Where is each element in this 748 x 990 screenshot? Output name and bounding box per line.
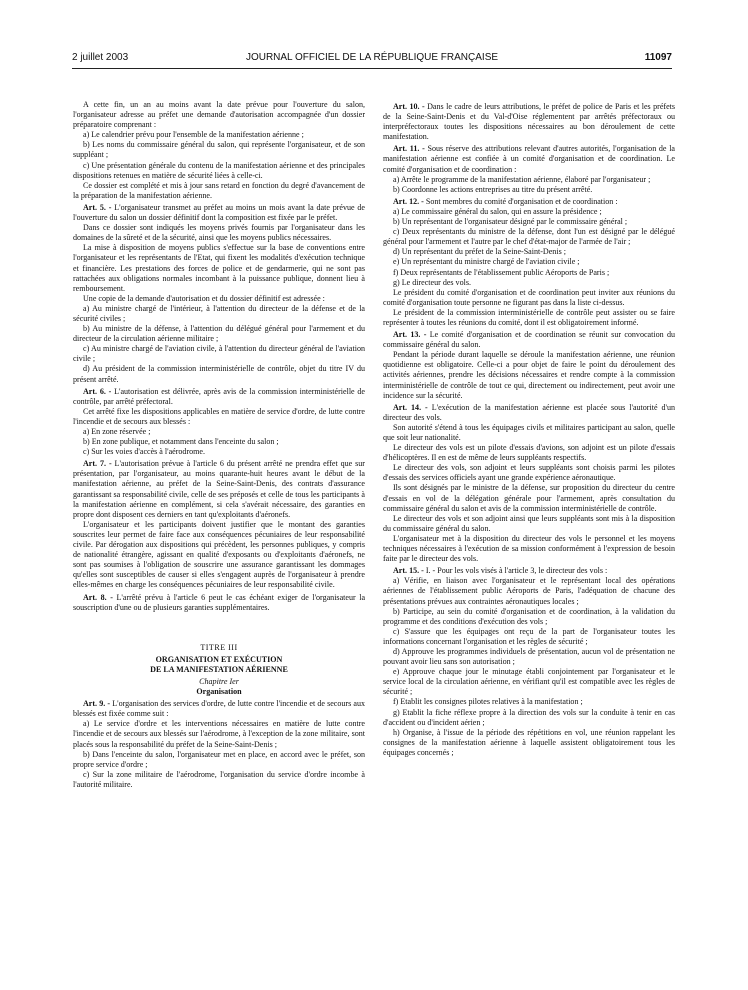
- page-number: 11097: [644, 52, 672, 63]
- paragraph: [383, 627, 675, 647]
- paragraph-text: Ce dossier est complété et mis à jour sans retard en fonction du degré d'avancement de la préparation de la manifestation aérienne.: [73, 180, 365, 200]
- paragraph: [383, 534, 675, 564]
- paragraph: [383, 207, 675, 217]
- paragraph-text: Dans le cadre de leurs attributions, le préfet de police de Paris et les préfets de la Seine-Saint-Denis et du Val-d'Oise réglementent par arrêtés préfectoraux ou interpréfectoraux toutes les dispositions nécessaires au bon déroulement de cette manifestation.: [383, 102, 676, 142]
- paragraph-text: c) Sur la zone militaire de l'aérodrome, l'organisation du service d'ordre incombe à l'autorité militaire.: [73, 769, 365, 789]
- article-number: Art. 9. -: [83, 699, 111, 709]
- paragraph-text: a) Vérifie, en liaison avec l'organisateur et le représentant local des opérations aériennes de l'établissement public Aéroports de Paris, l'adéquation de chacune des présentations prévues aux contraintes aéronautiques locales ;: [383, 576, 675, 606]
- paragraph-text: a) Le service d'ordre et les interventions nécessaires en matière de lutte contre l'incendie et de secours aux blessés sur l'aérodrome, à l'exception de la zone militaire, sont placés sous la responsabilité du préfet de la Seine-Saint-Denis ;: [73, 719, 365, 749]
- article-number: Art. 10. -: [393, 102, 425, 111]
- paragraph: [73, 243, 365, 293]
- article-number: Art. 14. -: [393, 402, 428, 412]
- paragraph-text: e) Un représentant du ministre chargé de l'aviation civile ;: [393, 257, 580, 267]
- article-number: Art. 13. -: [393, 330, 427, 340]
- paragraph: [73, 520, 365, 591]
- paragraph: [73, 294, 365, 304]
- paragraph: [383, 268, 675, 278]
- paragraph-text: c) S'assure que les équipages ont reçu de la part de l'organisateur toutes les informations concernant l'organisation et les règles de sécurité ;: [383, 626, 675, 646]
- paragraph-text: L'autorisation est délivrée, après avis de la commission interministérielle de contrôle, par arrêté préfectoral.: [73, 386, 365, 406]
- paragraph: [73, 130, 365, 140]
- paragraph-text: Le directeur des vols est un pilote d'essais d'avions, son adjoint est un pilote d'essais d'hélicoptères. Il en est de même de leurs suppléants respectifs.: [383, 443, 675, 463]
- paragraph: [383, 350, 675, 400]
- paragraph: [383, 423, 675, 443]
- article-paragraph: [73, 387, 365, 407]
- paragraph-text: Cet arrêté fixe les dispositions applicables en matière de service d'ordre, de lutte contre l'incendie et de secours aux blessés :: [73, 406, 365, 426]
- paragraph: [73, 181, 365, 201]
- paragraph: [73, 750, 365, 770]
- header-rule: [72, 68, 672, 69]
- paragraph: [383, 667, 675, 697]
- paragraph-text: Dans ce dossier sont indiqués les moyens privés fournis par l'organisateur dans les domaines de la sûreté et de la sécurité, ainsi que les moyens publics nécessaires.: [73, 223, 365, 243]
- paragraph-text: Sont membres du comité d'organisation et de coordination :: [425, 196, 618, 206]
- titre-heading-line-1: ORGANISATION ET EXÉCUTION: [155, 654, 283, 664]
- paragraph-text: f) Etablit les consignes pilotes relatives à la manifestation ;: [393, 697, 583, 707]
- titre-heading-line-2: DE LA MANIFESTATION AÉRIENNE: [150, 664, 288, 674]
- paragraph-text: e) Approuve chaque jour le minutage établi conjointement par l'organisateur et le service local de la circulation aérienne, en vérifiant qu'il est compatible avec les règles de sécurité ;: [383, 667, 675, 697]
- paragraph-text: L'exécution de la manifestation aérienne est placée sous l'autorité d'un directeur des vols.: [383, 402, 675, 422]
- paragraph: [383, 185, 675, 195]
- page-header: [72, 52, 672, 68]
- article-number: Art. 12. -: [393, 196, 424, 206]
- paragraph-text: g) Etablit la fiche réflexe propre à la direction des vols sur la conduite à tenir en cas d'accident ou d'incident aérien ;: [383, 707, 675, 727]
- paragraph: [383, 227, 675, 247]
- article-number: Art. 11. -: [393, 144, 425, 154]
- issue-date: 2 juillet 2003: [72, 52, 129, 63]
- paragraph: [383, 708, 675, 728]
- article-number: Art. 8. -: [83, 592, 113, 602]
- paragraph: [383, 647, 675, 667]
- article-paragraph: [383, 330, 675, 350]
- article-number: Art. 15. -: [393, 566, 424, 576]
- right-column: [383, 100, 675, 758]
- paragraph: [383, 607, 675, 627]
- paragraph-text: b) En zone publique, et notamment dans l'enceinte du salon ;: [83, 437, 279, 447]
- paragraph-text: Pendant la période durant laquelle se déroule la manifestation aérienne, une réunion quotidienne est obligatoire. Celle-ci a pour objet de faire le point du déroulement des activités aériennes, prendre les décisions nécessaires et rendre compte à la commission interministérielle de contrôle de tout ce qui, directement ou indirectement, peut avoir une incidence sur la sécurité.: [383, 350, 675, 400]
- paragraph-text: a) Le calendrier prévu pour l'ensemble de la manifestation aérienne ;: [83, 130, 304, 140]
- paragraph: [73, 100, 365, 130]
- paragraph: [383, 463, 675, 483]
- paragraph-text: b) Les noms du commissaire général du salon, qui représente l'organisateur, et de son suppléant ;: [73, 140, 365, 160]
- journal-title: JOURNAL OFFICIEL DE LA RÉPUBLIQUE FRANÇAISE: [245, 52, 499, 63]
- paragraph-text: g) Le directeur des vols.: [393, 277, 471, 287]
- paragraph-text: I. - Pour les vols visés à l'article 3, le directeur des vols :: [425, 566, 608, 576]
- paragraph-text: a) Arrête le programme de la manifestation aérienne, élaboré par l'organisateur ;: [393, 174, 651, 184]
- paragraph-text: L'organisateur transmet au préfet au moins un mois avant la date prévue de l'ouverture du salon un dossier définitif dont la composition est fixée par le préfet.: [73, 202, 366, 223]
- left-column: [73, 100, 365, 790]
- paragraph: [383, 728, 675, 758]
- paragraph: [383, 175, 675, 185]
- chapter-title: Organisation: [196, 687, 242, 697]
- paragraph: [383, 257, 675, 267]
- paragraph-text: a) Au ministre chargé de l'intérieur, à l'attention du directeur de la défense et de la sécurité civiles ;: [73, 303, 365, 323]
- paragraph: [383, 697, 675, 707]
- paragraph: [73, 407, 365, 427]
- paragraph: [73, 437, 365, 447]
- paragraph-text: La mise à disposition de moyens publics s'effectue sur la base de conventions entre l'organisateur et les représentants de l'Etat, qui fixent les modalités d'exécution technique et financière. Les prestations des forces de police et de gendarmerie, qui ne sont pas rattachées aux obligations normales incombant à la puissance publique, donnent lieu à remboursement.: [73, 243, 365, 293]
- paragraph-text: Le comité d'organisation et de coordination se réunit sur convocation du commissaire général du salon.: [383, 330, 675, 350]
- article-paragraph: [73, 459, 365, 520]
- article-paragraph: [73, 203, 365, 223]
- paragraph-text: Sous réserve des attributions relevant d'autres autorités, l'organisation de la manifestation aérienne est confiée à un comité d'organisation et de coordination. Le comité d'organisation et de coordination :: [383, 144, 675, 174]
- article-number: Art. 6. -: [83, 386, 112, 396]
- paragraph-text: Son autorité s'étend à tous les équipages civils et militaires participant au salon, quelle que soit leur nationalité.: [383, 422, 675, 442]
- paragraph-text: L'autorisation prévue à l'article 6 du présent arrêté ne prendra effet que sur présentation, par l'organisateur, au moins quarante-huit heures avant le début de la manifestation aérienne, au préfet de la Seine-Saint-Denis, des contrats d'assurance garantissant sa responsabilité civile, celle de ses préposés et celle de tous les participants à la manifestation aérienne en complément, si cela s'avérait nécessaire, des garanties en propre dont disposent ces derniers en tant qu'exploitants d'aéronefs.: [73, 459, 365, 519]
- paragraph: [383, 443, 675, 463]
- paragraph: [383, 278, 675, 288]
- paragraph-text: h) Organise, à l'issue de la période des répétitions en vol, une réunion rappelant les consignes de la manifestation aérienne à laquelle assistent obligatoirement tous les équipages concernés ;: [383, 727, 675, 757]
- paragraph-text: Ils sont désignés par le ministre de la défense, sur proposition du directeur du centre d'essais en vol de la délégation générale pour l'armement, après consultation du commissaire général du salon et avis de la commission interministérielle de contrôle.: [383, 483, 675, 513]
- article-paragraph: [383, 144, 675, 174]
- paragraph-text: a) Le commissaire général du salon, qui en assure la présidence ;: [393, 206, 602, 216]
- paragraph: [73, 161, 365, 181]
- paragraph-text: c) Une présentation générale du contenu de la manifestation aérienne et des principales dispositions retenues en matière de sécurité liées à celle-ci.: [73, 160, 365, 180]
- paragraph-text: L'organisateur et les participants doivent justifier que le montant des garanties souscrites leur permet de faire face aux conséquences pécuniaires de leur responsabilité civile. Par dérogation aux dispositions qui précèdent, les personnes publiques, y compris de nationalité étrangère, agissant en qualité d'exposants ou d'exploitants d'aéronefs, ne sont pas soumises à l'obligation de souscrire une assurance garantissant les dommages qu'elles sont susceptibles de causer si elles s'engagent auprès de l'organisateur à prendre elles-mêmes en charge les conséquences pécuniaires de leur responsabilité civile.: [73, 519, 365, 590]
- paragraph: [383, 576, 675, 606]
- paragraph: [73, 304, 365, 324]
- paragraph-text: Une copie de la demande d'autorisation et du dossier définitif est adressée :: [83, 293, 325, 303]
- paragraph-text: Le directeur des vols et son adjoint ainsi que leurs suppléants sont mis à la disposition du commissaire général du salon.: [383, 513, 675, 533]
- paragraph: [383, 247, 675, 257]
- paragraph-text: c) Sur les voies d'accès à l'aérodrome.: [83, 447, 205, 457]
- paragraph: [73, 223, 365, 243]
- article-paragraph: [73, 699, 365, 719]
- article-number: Art. 7. -: [83, 459, 112, 469]
- paragraph: [73, 427, 365, 437]
- paragraph-text: Le directeur des vols, son adjoint et leurs suppléants sont choisis parmi les pilotes d'essais des services officiels ayant une grande expérience aéronautique.: [383, 463, 675, 483]
- paragraph: [73, 324, 365, 344]
- paragraph-text: L'arrêté prévu à l'article 6 peut le cas échéant exiger de l'organisateur la souscription d'une ou de plusieurs garanties supplémentaires.: [73, 592, 366, 612]
- paragraph-text: b) Dans l'enceinte du salon, l'organisateur met en place, en accord avec le préfet, son propre service d'ordre ;: [73, 749, 365, 769]
- paragraph-text: b) Participe, au sein du comité d'organisation et de coordination, à la validation du programme et des conditions d'exécution des vols ;: [383, 606, 675, 626]
- article-paragraph: [383, 566, 675, 576]
- paragraph: [73, 364, 365, 384]
- article-paragraph: [383, 102, 675, 142]
- article-paragraph: [73, 593, 365, 613]
- paragraph: [73, 770, 365, 790]
- paragraph-text: Le président du comité d'organisation et de coordination peut inviter aux réunions du comité d'organisation toute personne ne figurant pas dans la liste ci-dessus.: [383, 287, 675, 307]
- paragraph-text: a) En zone réservée ;: [83, 427, 151, 436]
- paragraph-text: Le président de la commission interministérielle de contrôle peut assister ou se faire représenter à toutes les réunions du comité, dont il est obligatoirement informé.: [383, 307, 675, 327]
- paragraph-text: L'organisateur met à la disposition du directeur des vols le personnel et les moyens techniques nécessaires à l'exécution de sa mission conformément à l'expression de besoin faite par le directeur des vols.: [383, 533, 675, 564]
- paragraph: [383, 308, 675, 328]
- article-paragraph: [383, 403, 675, 423]
- paragraph: [383, 288, 675, 308]
- paragraph: [73, 140, 365, 160]
- paragraph-text: c) Deux représentants du ministre de la défense, dont l'un est désigné par le délégué général pour l'armement et l'autre par le chef d'état-major de l'armée de l'air ;: [383, 227, 675, 247]
- paragraph: [73, 447, 365, 457]
- titre-number: TITRE III: [200, 642, 238, 652]
- paragraph-text: d) Au président de la commission interministérielle de contrôle, objet du titre IV du présent arrêté.: [73, 364, 365, 384]
- article-paragraph: [383, 197, 675, 207]
- paragraph-text: b) Au ministre de la défense, à l'attention du délégué général pour l'armement et du directeur de la circulation aérienne militaire ;: [73, 324, 365, 344]
- paragraph: [383, 217, 675, 227]
- paragraph: [383, 514, 675, 534]
- paragraph: [73, 719, 365, 749]
- article-number: Art. 5. -: [83, 202, 112, 212]
- paragraph-text: b) Coordonne les actions entreprises au titre du présent arrêté.: [393, 184, 593, 194]
- paragraph: [73, 344, 365, 364]
- paragraph-text: A cette fin, un an au moins avant la date prévue pour l'ouverture du salon, l'organisateur adresse au préfet une demande d'autorisation accompagnée d'un dossier préparatoire comprenant :: [73, 100, 365, 130]
- chapter-label: Chapitre Ier: [199, 676, 239, 686]
- paragraph-text: f) Deux représentants de l'établissement public Aéroports de Paris ;: [393, 267, 610, 277]
- paragraph-text: d) Un représentant du préfet de la Seine-Saint-Denis ;: [393, 247, 566, 257]
- paragraph: [383, 483, 675, 513]
- paragraph-text: L'organisation des services d'ordre, de lutte contre l'incendie et de secours aux blessés est fixée comme suit :: [73, 699, 366, 719]
- paragraph-text: d) Approuve les programmes individuels de présentation, aucun vol de présentation ne pouvant avoir lieu sans son autorisation ;: [383, 646, 675, 667]
- paragraph-text: b) Un représentant de l'organisateur désigné par le commissaire général ;: [393, 217, 628, 227]
- paragraph-text: c) Au ministre chargé de l'aviation civile, à l'attention du directeur général de l'aviation civile ;: [73, 344, 365, 364]
